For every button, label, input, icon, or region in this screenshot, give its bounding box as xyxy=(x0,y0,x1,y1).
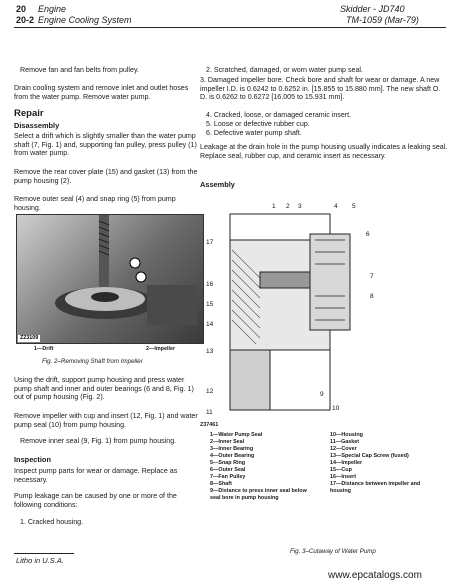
heading-inspection: Inspection xyxy=(14,455,51,464)
machine-name: Skidder - JD740 xyxy=(340,4,405,14)
callout-13: 13 xyxy=(206,348,214,355)
paragraph: Drain cooling system and remove inlet and outlet hoses from the water pump. Remove water pump. xyxy=(14,84,189,101)
callout-8: 8 xyxy=(370,293,374,300)
chapter-title: Engine Cooling System xyxy=(38,15,132,25)
callout-12: 12 xyxy=(206,388,214,395)
litho-note: Litho in U.S.A. xyxy=(16,556,64,565)
paragraph: 1. Cracked housing. xyxy=(20,518,84,526)
callout-14: 14 xyxy=(206,321,214,328)
list-item: 2. Scratched, damaged, or worn water pump seal. xyxy=(206,66,363,74)
heading-disassembly: Disassembly xyxy=(14,121,60,130)
callout-10: 10 xyxy=(332,405,340,412)
paragraph: Pump leakage can be caused by one or more of the following conditions: xyxy=(14,492,177,509)
paragraph: Remove outer seal (4) and snap ring (5) from pump housing. xyxy=(14,195,176,212)
callout-11: 11 xyxy=(206,409,213,416)
figure-3-cutaway xyxy=(200,200,380,426)
heading-assembly: Assembly xyxy=(200,180,235,189)
callout-7: 7 xyxy=(370,273,374,280)
page-ref: 20-2 xyxy=(16,15,35,25)
paragraph: Leakage at the drain hole in the pump housing usually indicates a leaking seal. Replace seal, rubber cup, and ceramic insert as necessary. xyxy=(200,143,448,160)
paragraph: Remove the rear cover plate (15) and gasket (13) from the pump housing (2). xyxy=(14,168,198,185)
paragraph: Inspect pump parts for wear or damage. Replace as necessary. xyxy=(14,467,178,484)
heading-repair: Repair xyxy=(14,108,44,119)
fig3-legend-left: 1—Water Pump Seal 2—Inner Seal 3—Inner Bearing 4—Outer Bearing 5—Snap Ring 6—Outer Seal 7—Fan Pulley 8—Shaft 9—Distance to press inner seal below seal bore in pump housing xyxy=(210,432,307,501)
fig3-caption: Fig. 3–Cutaway of Water Pump xyxy=(290,548,376,555)
paragraph: Select a drift which is slightly smaller than the water pump shaft (7, Fig. 1) and, supporting fan pulley, press pulley (1) from water pump. xyxy=(14,132,197,158)
page-number: 20 xyxy=(16,4,27,14)
figure-2-photo xyxy=(16,214,204,344)
paragraph: Remove fan and fan belts from pulley. xyxy=(20,66,139,74)
callout-3: 3 xyxy=(298,203,302,210)
paragraph: Remove inner seal (9, Fig. 1) from pump housing. xyxy=(20,437,177,445)
figure-2-drawing xyxy=(17,215,203,343)
callout-16: 16 xyxy=(206,281,214,288)
list-item: 4. Cracked, loose, or damaged ceramic insert. xyxy=(206,111,352,119)
list-item: 6. Defective water pump shaft. xyxy=(206,129,302,137)
figure-id: Z23109 xyxy=(20,335,39,341)
manual-ref: TM-1059 (Mar-79) xyxy=(346,15,419,25)
list-item: 5. Loose or defective rubber cup. xyxy=(206,120,310,128)
fig2-legend-1: 1—Drift xyxy=(34,346,54,352)
callout-1: 1 xyxy=(272,203,276,210)
fig2-caption: Fig. 2–Removing Shaft from Impeller xyxy=(42,358,143,365)
fig3-id: Z37461 xyxy=(200,422,219,428)
callout-2: 2 xyxy=(286,203,290,210)
fig3-legend-right: 10—Housing 11—Gasket 12—Cover 13—Special Cap Screw (fused) 14—Impeller 15—Cup 16—Insert 17—Distance between impeller and housing xyxy=(330,432,421,494)
callout-15: 15 xyxy=(206,301,214,308)
fig2-legend-2: 2—Impeller xyxy=(146,346,176,352)
callout-4: 4 xyxy=(334,203,338,210)
footer-url: www.epcatalogs.com xyxy=(328,570,422,581)
footer-rule xyxy=(14,553,74,554)
paragraph: Remove impeller with cup and insert (12, Fig. 1) and water pump seal (10) from pump housing. xyxy=(14,412,198,429)
callout-17: 17 xyxy=(206,239,214,246)
callout-5: 5 xyxy=(352,203,356,210)
section-title: Engine xyxy=(38,4,67,14)
header-rule xyxy=(14,27,446,28)
paragraph: Using the drift, support pump housing and press water pump shaft and inner and outer bearings (6 and 8, Fig. 1) out of pump housing (Fig. 2). xyxy=(14,376,194,402)
list-item: 3. Damaged impeller bore. Check bore and shaft for wear or damage. A new impeller I.D. is 0.6242 to 0.6252 in. [15.855 to 15.880 mm]. The new shaft O. D. is 0.6262 to 0.6272 [16.005 to 15.931 mm]. xyxy=(200,76,441,102)
callout-6: 6 xyxy=(366,231,370,238)
callout-9: 9 xyxy=(320,391,324,398)
